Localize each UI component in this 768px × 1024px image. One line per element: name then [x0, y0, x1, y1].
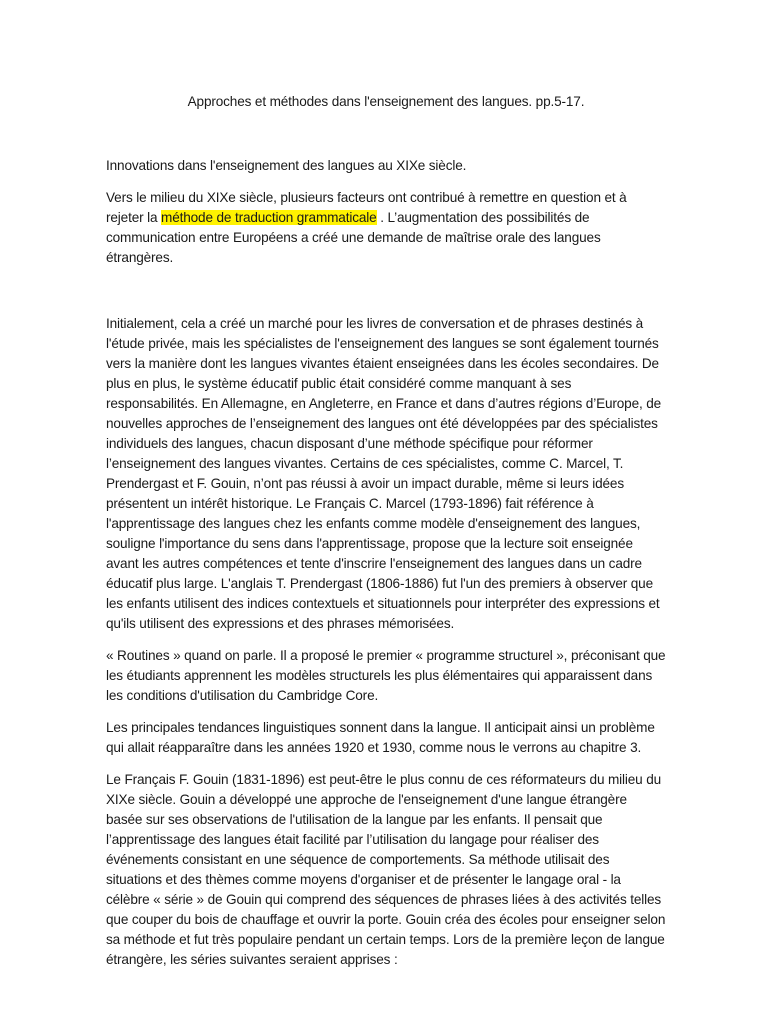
paragraph-1-end: . L’augmentation des possibilités de communication entre Européens a créé une demande de maîtrise orale des langues étrangères. — [106, 210, 601, 265]
paragraph-1-start: Vers le milieu du XIXe siècle, plusieurs facteurs ont contribué à remettre en question et à rejeter la — [106, 190, 627, 225]
document-title: Approches et méthodes dans l'enseignement des langues. pp.5-17. — [187, 94, 585, 109]
paragraph-3: « Routines » quand on parle. Il a proposé le premier « programme structurel », préconisant que les étudiants apprennent les modèles structurels les plus élémentaires qui apparaissent dans les conditions d'utilisation du Cambridge Core. — [106, 648, 666, 703]
paragraph-5: Le Français F. Gouin (1831-1896) est peut-être le plus connu de ces réformateurs du milieu du XIXe siècle. Gouin a développé une approche de l'enseignement d'une langue étrangère basée sur ses observations de l'utilisation de la langue par les enfants. Il pensait que l’apprentissage des langues était facilité par l’utilisation du langage pour réaliser des événements consistant en une séquence de comportements. Sa méthode utilisait des situations et des thèmes comme moyens d'organiser et de présenter le langage oral - la célèbre « série » de Gouin qui comprend des séquences de phrases liées à des activités telles que couper du bois de chauffage et ouvrir la porte. Gouin créa des écoles pour enseigner selon sa méthode et fut très populaire pendant un certain temps. Lors de la première leçon de langue étrangère, les séries suivantes seraient apprises : — [106, 772, 666, 967]
document-body — [106, 92, 666, 970]
paragraph-1 — [106, 188, 666, 268]
paragraph-2: Initialement, cela a créé un marché pour les livres de conversation et de phrases destinés à l'étude privée, mais les spécialistes de l'enseignement des langues se sont également tournés vers la manière dont les langues vivantes étaient enseignées dans les écoles secondaires. De plus en plus, le système éducatif public était considéré comme manquant à ses responsabilités. En Allemagne, en Angleterre, en France et dans d’autres régions d’Europe, de nouvelles approches de l’enseignement des langues ont été développées par des spécialistes individuels des langues, chacun disposant d’une méthode spécifique pour réformer l’enseignement des langues vivantes. Certains de ces spécialistes, comme C. Marcel, T. Prendergast et F. Gouin, n’ont pas réussi à avoir un impact durable, même si leurs idées présentent un intérêt historique. Le Français C. Marcel (1793-1896) fait référence à l'apprentissage des langues chez les enfants comme modèle d'enseignement des langues, souligne l'importance du sens dans l'apprentissage, propose que la lecture soit enseignée avant les autres compétences et tente d'inscrire l'enseignement des langues dans un cadre éducatif plus large. L'anglais T. Prendergast (1806-1886) fut l'un des premiers à observer que les enfants utilisent des indices contextuels et situationnels pour interpréter des expressions et qu'ils utilisent des expressions et des phrases mémorisées. — [106, 316, 662, 631]
highlighted-term: méthode de traduction grammaticale — [161, 210, 377, 225]
section-heading: Innovations dans l'enseignement des langues au XIXe siècle. — [106, 158, 467, 173]
paragraph-4: Les principales tendances linguistiques sonnent dans la langue. Il anticipait ainsi un problème qui allait réapparaître dans les années 1920 et 1930, comme nous le verrons au chapitre 3. — [106, 720, 655, 755]
